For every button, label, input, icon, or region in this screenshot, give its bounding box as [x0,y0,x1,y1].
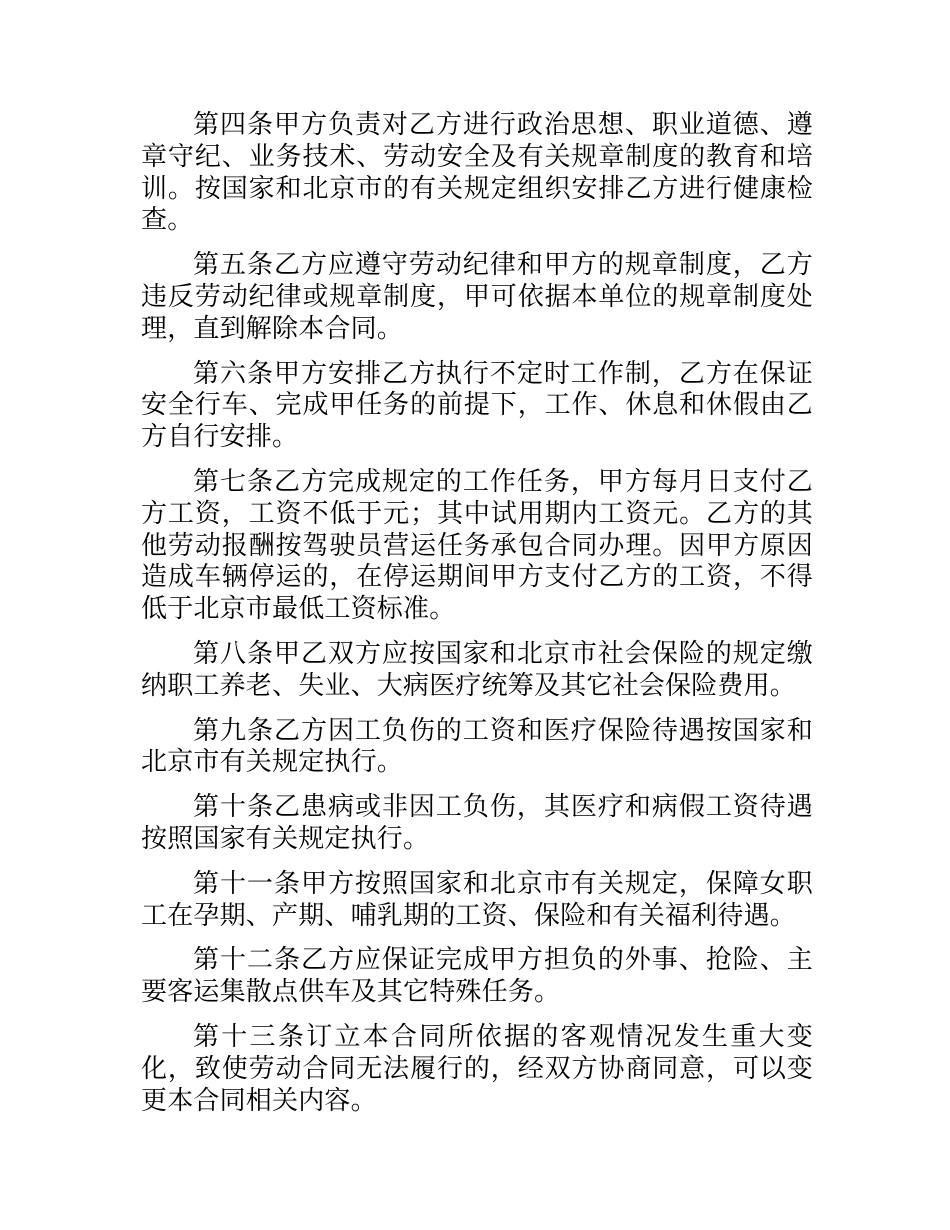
clause-article-9: 第九条乙方因工负伤的工资和医疗保险待遇按国家和北京市有关规定执行。 [141,715,813,778]
document-page [141,110,813,1130]
clause-article-11: 第十一条甲方按照国家和北京市有关规定，保障女职工在孕期、产期、哺乳期的工资、保险和有关福利待遇。 [141,868,813,931]
clause-article-10: 第十条乙患病或非因工负伤，其医疗和病假工资待遇按照国家有关规定执行。 [141,792,813,854]
clause-article-8: 第八条甲乙双方应按国家和北京市社会保险的规定缴纳职工养老、失业、大病医疗统筹及其它社会保险费用。 [141,638,813,701]
clause-article-7: 第七条乙方完成规定的工作任务，甲方每月日支付乙方工资，工资不低于元；其中试用期内工资元。乙方的其他劳动报酬按驾驶员营运任务承包合同办理。因甲方原因造成车辆停运的，在停运期间甲方支付乙方的工资，不得低于北京市最低工资标准。 [141,466,813,625]
clause-article-12: 第十二条乙方应保证完成甲方担负的外事、抢险、主要客运集散点供车及其它特殊任务。 [141,945,813,1008]
clause-article-6: 第六条甲方安排乙方执行不定时工作制，乙方在保证安全行车、完成甲任务的前提下，工作、休息和休假由乙方自行安排。 [141,358,813,453]
clause-article-4: 第四条甲方负责对乙方进行政治思想、职业道德、遵章守纪、业务技术、劳动安全及有关规章制度的教育和培训。按国家和北京市的有关规定组织安排乙方进行健康检查。 [141,110,813,236]
clause-article-13: 第十三条订立本合同所依据的客观情况发生重大变化，致使劳动合同无法履行的，经双方协商同意，可以变更本合同相关内容。 [141,1021,813,1116]
clause-article-5: 第五条乙方应遵守劳动纪律和甲方的规章制度，乙方违反劳动纪律或规章制度，甲可依据本单位的规章制度处理，直到解除本合同。 [141,250,813,344]
